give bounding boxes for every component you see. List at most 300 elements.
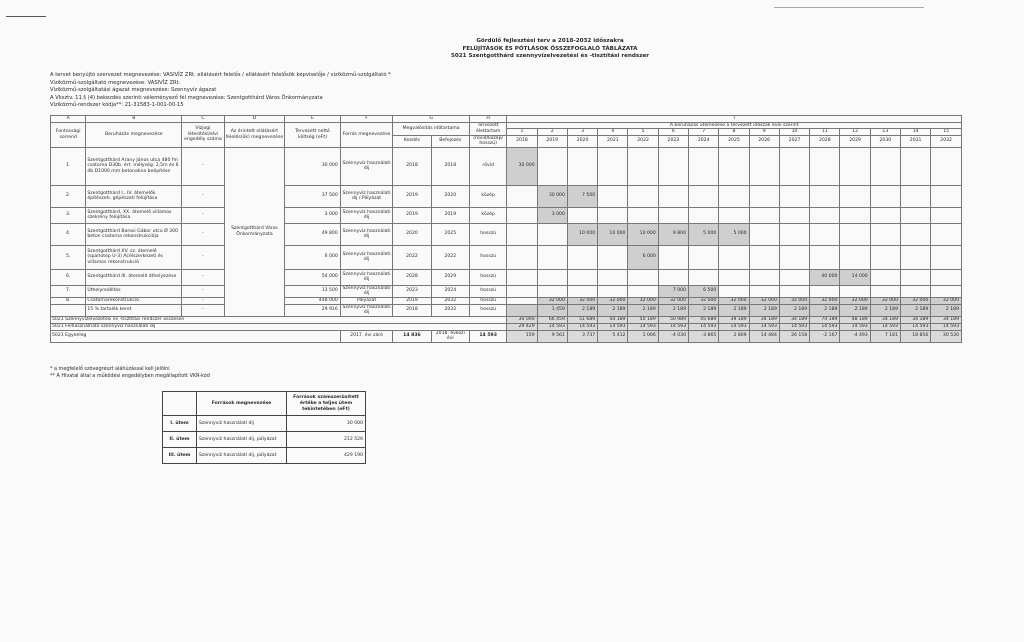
year-cell: 2025 [719, 135, 749, 147]
row-year-value: 9 800 [658, 223, 688, 245]
row-year-value [810, 285, 840, 297]
col-letter: I [507, 116, 962, 123]
row-lifespan: hosszú [469, 285, 506, 297]
row-year-value [840, 185, 870, 207]
sources-header-ertek: Források számszerűsített értéke a teljes ütem tekintetében (eFt) [287, 392, 366, 416]
year-index-cell: 14 [901, 129, 931, 136]
row-year-value [779, 147, 809, 185]
sources-value: 429 190 [287, 448, 366, 464]
row-year-value: 32 000 [749, 297, 779, 304]
row-year-value [931, 223, 962, 245]
row-number: 2. [51, 185, 86, 207]
summary-year-value: 34 189 [870, 316, 900, 323]
row-number: 6. [51, 269, 86, 285]
year-cell: 2023 [658, 135, 688, 147]
footnote: * a megfelelő szövegrészt aláhúzással kell jelölni [50, 366, 170, 372]
year-cell: 2021 [598, 135, 628, 147]
row-year-value: 2 189 [658, 304, 688, 316]
row-year-value [870, 185, 900, 207]
table-row [51, 297, 962, 304]
row-year-value [689, 207, 719, 223]
row-start-year: 2023 [393, 285, 431, 297]
year-index-cell: 10 [779, 129, 809, 136]
row-year-value: 14 000 [840, 269, 870, 285]
sources-header-forras: Források megnevezése [197, 392, 287, 416]
summary-year-value: 51 689 [567, 316, 597, 323]
row-year-value [931, 207, 962, 223]
row-year-value: 7 000 [658, 285, 688, 297]
table-row [51, 207, 962, 223]
row-year-value [840, 223, 870, 245]
row-year-value [507, 304, 537, 316]
row-source: Szennyvíz használati díj / Pályázat [340, 185, 393, 207]
row-year-value: 2 189 [689, 304, 719, 316]
year-index-cell: 13 [870, 129, 900, 136]
row-year-value [658, 207, 688, 223]
row-year-value [870, 245, 900, 269]
row-year-value [567, 269, 597, 285]
row-year-value [749, 185, 779, 207]
renewal-table [50, 115, 962, 343]
row-year-value [779, 223, 809, 245]
row-permit: - [182, 285, 224, 297]
row-year-value: 40 000 [810, 269, 840, 285]
row-year-value [749, 285, 779, 297]
row-year-value [598, 207, 628, 223]
sources-table [162, 391, 366, 464]
row-permit: - [182, 304, 224, 316]
row-project-name: Csatornarekonstrukció [86, 297, 182, 304]
row-project-name: Úthelyreállítás [86, 285, 182, 297]
row-permit: - [182, 245, 224, 269]
year-cell: 2028 [810, 135, 840, 147]
row-year-value [507, 185, 537, 207]
summary-year-value: 30 530 [931, 330, 962, 342]
summary-label: 5021 Egyenleg [51, 330, 341, 342]
summary-prev-value: 14 836 [393, 330, 431, 342]
row-year-value: 2 189 [810, 304, 840, 316]
col-letter: E [285, 116, 341, 123]
row-year-value: 3 000 [537, 207, 567, 223]
year-cell: 2024 [689, 135, 719, 147]
row-end-year: 2022 [431, 245, 469, 269]
row-year-value: 7 500 [567, 185, 597, 207]
sources-row [163, 416, 366, 432]
row-year-value [870, 207, 900, 223]
row-start-year: 2019 [393, 185, 431, 207]
row-year-value [810, 207, 840, 223]
row-end-year: 2024 [431, 285, 469, 297]
row-year-value [628, 285, 658, 297]
info-sector: Víziközmű-szolgáltatási ágazat megnevezése: Szennyvíz ágazat [50, 87, 217, 94]
summary-year-value: 30 000 [507, 316, 537, 323]
row-year-value [628, 207, 658, 223]
row-number: 1. [51, 147, 86, 185]
row-year-value [598, 285, 628, 297]
row-project-name: Szentgotthárd III. átemelő áthelyezése [86, 269, 182, 285]
row-year-value [567, 245, 597, 269]
summary-year-value: 18 856 [901, 330, 931, 342]
summary-year-value: -3 865 [689, 330, 719, 342]
row-cost: 37 500 [285, 185, 341, 207]
year-index-cell: 15 [931, 129, 962, 136]
row-year-value [749, 223, 779, 245]
summary-year-value: 9 561 [537, 330, 567, 342]
col-letter: H [469, 116, 506, 123]
row-start-year: 2018 [393, 304, 431, 316]
row-source: Szennyvíz használati díj [340, 147, 393, 185]
row-number: 8. [51, 297, 86, 304]
summary-prev2-value: 14 593 [469, 330, 506, 342]
row-source: Szennyvíz használati díj [340, 207, 393, 223]
summary-year-value: 159 [507, 330, 537, 342]
row-year-value [779, 207, 809, 223]
row-year-value: 2 189 [779, 304, 809, 316]
table-row [51, 147, 962, 185]
row-year-value [840, 147, 870, 185]
row-year-value [598, 269, 628, 285]
row-year-value [810, 147, 840, 185]
row-start-year: 2019 [393, 297, 431, 304]
row-year-value: 2 189 [719, 304, 749, 316]
sources-utem: II. ütem [163, 432, 197, 448]
row-permit: - [182, 207, 224, 223]
row-number: 7. [51, 285, 86, 297]
col-letter: C [182, 116, 224, 123]
col-letter: D [224, 116, 285, 123]
row-year-value [901, 147, 931, 185]
row-year-value [628, 147, 658, 185]
row-year-value [749, 147, 779, 185]
row-year-value [537, 269, 567, 285]
row-year-value [870, 147, 900, 185]
row-year-value [901, 245, 931, 269]
row-source: Pályázat [340, 297, 393, 304]
row-year-value [567, 285, 597, 297]
row-year-value: 2 189 [870, 304, 900, 316]
summary-year-value: 1 066 [628, 330, 658, 342]
title-line: Gördülő fejlesztési terv a 2018-2032 időszakra [476, 38, 624, 44]
year-cell: 2018 [507, 135, 537, 147]
row-year-value [870, 269, 900, 285]
summary-year-value: 34 189 [779, 316, 809, 323]
year-index-cell: 7 [689, 129, 719, 136]
header-sorrend: Fontossági sorrend [51, 122, 86, 147]
row-source: Szennyvíz használati díj [340, 285, 393, 297]
sources-value: 212 526 [287, 432, 366, 448]
row-project-name: Szentgotthárd I., IV. átemelők építészeti, gépészeti felújítása [86, 185, 182, 207]
info-reviewer: A Vksztv. 11.§ (4) bekezdés szerinti véleményező fél megnevezése: Szentgotthárd Város Önkormányzata [50, 94, 323, 101]
year-index-cell: 1 [507, 129, 537, 136]
header-ellatasert: Az érintett ellátásért felelős(ök) megnevezése [224, 122, 285, 147]
row-year-value: 32 000 [931, 297, 962, 304]
row-end-year: 2032 [431, 304, 469, 316]
year-index-cell: 11 [810, 129, 840, 136]
info-provider: Víziközmű-szolgáltató megnevezése: VASIVÍZ ZRt. [50, 79, 181, 86]
summary-year-value: -4 030 [658, 330, 688, 342]
row-project-name: Szentgotthárd, XX. átemelő villamos szekrény felújítása [86, 207, 182, 223]
row-source: Szennyvíz használati díj [340, 304, 393, 316]
row-year-value [779, 269, 809, 285]
row-year-value: 32 000 [870, 297, 900, 304]
sources-utem: I. ütem [163, 416, 197, 432]
row-cost: 54 000 [285, 269, 341, 285]
row-year-value [719, 285, 749, 297]
year-index-cell: 4 [598, 129, 628, 136]
row-year-value: 10 000 [628, 223, 658, 245]
row-year-value [901, 285, 931, 297]
row-year-value [931, 185, 962, 207]
row-lifespan: közép [469, 207, 506, 223]
row-year-value [840, 285, 870, 297]
row-year-value [901, 185, 931, 207]
year-index-cell: 5 [628, 129, 658, 136]
row-year-value [779, 185, 809, 207]
row-end-year: 2029 [431, 269, 469, 285]
row-cost: 30 000 [285, 147, 341, 185]
row-number: 5. [51, 245, 86, 269]
summary-year-value: 14 593 [901, 323, 931, 330]
summary-year-value: 14 593 [870, 323, 900, 330]
year-index-cell: 3 [567, 129, 597, 136]
summary-year-value: 14 593 [537, 323, 567, 330]
row-start-year: 2020 [393, 223, 431, 245]
row-year-value: 2 189 [749, 304, 779, 316]
row-year-value: 32 000 [567, 297, 597, 304]
year-index-cell: 2 [537, 129, 567, 136]
summary-year-value: 39 189 [719, 316, 749, 323]
scan-mark-2 [774, 7, 924, 8]
table-row [51, 269, 962, 285]
row-year-value [689, 185, 719, 207]
row-year-value [749, 269, 779, 285]
col-letter: B [86, 116, 182, 123]
row-year-value: 32 000 [537, 297, 567, 304]
summary-year-value: 14 593 [840, 323, 870, 330]
year-cell: 2030 [870, 135, 900, 147]
header-beruhazas: Beruházás megnevezése [86, 122, 182, 147]
summary-year-value: 14 593 [810, 323, 840, 330]
row-year-value [749, 245, 779, 269]
row-year-value: 5 000 [689, 223, 719, 245]
row-year-value: 6 000 [628, 245, 658, 269]
row-permit: - [182, 269, 224, 285]
row-year-value [689, 245, 719, 269]
row-lifespan: hosszú [469, 297, 506, 304]
row-cost: 49 800 [285, 223, 341, 245]
row-year-value [719, 245, 749, 269]
footnote: ** A Hivatal által a működési engedélyben megállapított VKR-kód [50, 373, 210, 379]
summary-year-value: 14 593 [719, 323, 749, 330]
row-year-value [507, 297, 537, 304]
row-year-value [719, 207, 749, 223]
sources-name: Szennyvíz használati díj, pályázat [197, 432, 287, 448]
row-number: 3. [51, 207, 86, 223]
row-year-value: 30 000 [507, 147, 537, 185]
row-year-value [628, 185, 658, 207]
summary-year-value: 45 689 [689, 316, 719, 323]
sources-utem: III. ütem [163, 448, 197, 464]
summary-year-value: 34 189 [901, 316, 931, 323]
summary-year-value: 29 429 [507, 323, 537, 330]
plan-info [50, 72, 391, 110]
row-year-value: 10 000 [598, 223, 628, 245]
row-end-year: 2020 [431, 185, 469, 207]
table-row [51, 223, 962, 245]
row-lifespan: hosszú [469, 223, 506, 245]
row-permit: - [182, 223, 224, 245]
header-befejezes: Befejezés [431, 135, 469, 147]
row-year-value: 32 000 [779, 297, 809, 304]
row-year-value: 6 500 [689, 285, 719, 297]
year-cell: 2031 [901, 135, 931, 147]
row-year-value [931, 269, 962, 285]
sources-value: 30 000 [287, 416, 366, 432]
sources-name: Szennyvíz használati díj [197, 416, 287, 432]
row-year-value [537, 245, 567, 269]
row-year-value [931, 285, 962, 297]
year-cell: 2019 [537, 135, 567, 147]
row-year-value [507, 269, 537, 285]
summary-year-value: 14 593 [931, 323, 962, 330]
row-year-value: 32 000 [628, 297, 658, 304]
summary-year-value: -2 167 [810, 330, 840, 342]
row-start-year: 2018 [393, 147, 431, 185]
row-year-value: 2 189 [598, 304, 628, 316]
row-year-value [507, 245, 537, 269]
summary-label: 5021 Szennyvízelvezetési és -tisztítási rendszer összesen [51, 316, 507, 323]
year-cell: 2022 [628, 135, 658, 147]
row-year-value [689, 147, 719, 185]
summary-label: 5021 Felhasználható szennyvíz használati díj [51, 323, 507, 330]
row-lifespan: hosszú [469, 269, 506, 285]
row-year-value: 2 189 [901, 304, 931, 316]
header-kezdes: Kezdés [393, 135, 431, 147]
header-koltseg: Tervezett nettó költség (eFt) [285, 122, 341, 147]
row-project-name: Szentgotthárd XV. sz. átemelő (sparlotep U-3) Acélszerkezeti és villamos rekonstrukció [86, 245, 182, 269]
row-year-value: 32 000 [840, 297, 870, 304]
row-year-value [901, 269, 931, 285]
header-idotartam: Megvalósítás időtartama [393, 122, 470, 135]
table-row [51, 285, 962, 297]
info-system-code: Víziközmű-rendszer kódja**: 21-31583-1-001-00-15 [50, 102, 184, 109]
summary-year-value: 14 593 [689, 323, 719, 330]
row-permit: - [182, 147, 224, 185]
row-year-value [810, 245, 840, 269]
summary-year-value: 14 593 [779, 323, 809, 330]
year-cell: 2026 [749, 135, 779, 147]
sources-row [163, 432, 366, 448]
sources-header-row [163, 392, 366, 416]
row-year-value: 5 000 [719, 223, 749, 245]
row-year-value [901, 223, 931, 245]
summary-row [51, 323, 962, 330]
row-year-value [567, 147, 597, 185]
row-year-value [689, 269, 719, 285]
row-year-value [779, 285, 809, 297]
row-source: Szennyvíz használati díj [340, 245, 393, 269]
header-elettartam: Tervezett élettartam [469, 122, 506, 135]
row-cost: 13 500 [285, 285, 341, 297]
row-end-year: 2019 [431, 207, 469, 223]
row-year-value: 32 000 [901, 297, 931, 304]
row-source: Szennyvíz használati díj [340, 223, 393, 245]
sources-name: Szennyvíz használati díj, pályázat [197, 448, 287, 464]
row-year-value [779, 245, 809, 269]
row-year-value [567, 207, 597, 223]
col-letter: F [340, 116, 393, 123]
row-year-value [537, 223, 567, 245]
row-year-value: 1 459 [537, 304, 567, 316]
table-row [51, 245, 962, 269]
summary-prev-label: 2017. évi záró [340, 330, 393, 342]
summary-year-value: 66 459 [537, 316, 567, 323]
row-year-value [840, 245, 870, 269]
row-cost: 6 000 [285, 245, 341, 269]
summary-year-value: 14 593 [749, 323, 779, 330]
row-year-value [537, 147, 567, 185]
year-cell: 2032 [931, 135, 962, 147]
summary-year-value: -4 493 [840, 330, 870, 342]
summary-year-value: 14 484 [749, 330, 779, 342]
footnotes [50, 366, 210, 380]
row-start-year: 2019 [393, 207, 431, 223]
row-year-value [598, 245, 628, 269]
summary-year-value: 34 189 [931, 316, 962, 323]
row-year-value: 32 000 [810, 297, 840, 304]
document-title [380, 38, 720, 61]
row-year-value [658, 185, 688, 207]
header-engedely: Vízjogi létesítési/elvi engedély száma [182, 122, 224, 147]
header-forras: Forrás megnevezése [340, 122, 393, 147]
year-cell: 2029 [840, 135, 870, 147]
header-elettartam-sub: (rövid/közép/ hosszú) [469, 135, 506, 147]
sources-header-empty [163, 392, 197, 416]
year-index-cell: 6 [658, 129, 688, 136]
row-year-value [537, 285, 567, 297]
row-year-value: 10 000 [567, 223, 597, 245]
row-year-value: 32 000 [658, 297, 688, 304]
row-end-year: 2032 [431, 297, 469, 304]
table-row [51, 185, 962, 207]
row-year-value [870, 285, 900, 297]
summary-row [51, 330, 962, 342]
row-year-value [931, 147, 962, 185]
summary-year-value: 44 189 [598, 316, 628, 323]
summary-prev2-label: 2018. évközi évi [431, 330, 469, 342]
header-utemezes: A beruházás ütemezése a tervezett időszak évei szerint [507, 122, 962, 129]
summary-row [51, 316, 962, 323]
row-year-value [870, 223, 900, 245]
row-year-value: 2 189 [840, 304, 870, 316]
summary-year-value: 14 593 [658, 323, 688, 330]
row-year-value: 32 000 [719, 297, 749, 304]
title-line: 5021 Szentgotthárd szennyvízelvezetési és -tisztítási rendszer [450, 53, 650, 59]
row-year-value [598, 185, 628, 207]
row-year-value: 2 189 [567, 304, 597, 316]
row-lifespan: hosszú [469, 304, 506, 316]
col-letter: G [393, 116, 470, 123]
row-responsible: Szentgotthárd Város Önkormányzata [224, 147, 285, 316]
title-line: FELÚJÍTÁSOK ÉS PÓTLÁSOK ÖSSZEFOGLALÓ TÁBLÁZATA [462, 45, 638, 52]
info-submitter: A tervet benyújtó szervezet megnevezése: VASIVÍZ ZRt. ellátásért felelős / ellátásért felelősök képviselője / víziközmű-szolgáltató * [50, 72, 391, 78]
row-cost: 448 000 [285, 297, 341, 304]
row-year-value [810, 223, 840, 245]
summary-year-value: 14 593 [628, 323, 658, 330]
row-year-value: 2 189 [628, 304, 658, 316]
row-year-value [840, 207, 870, 223]
row-project-name: 15 % tartalék keret [86, 304, 182, 316]
